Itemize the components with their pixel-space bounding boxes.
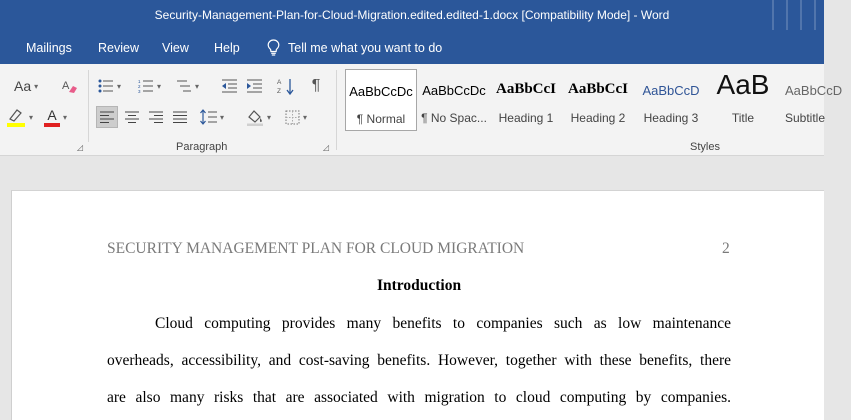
line-spacing-button[interactable] (200, 106, 224, 128)
document-area (0, 157, 824, 415)
ribbon-tabs (0, 32, 824, 64)
tell-me-text: Tell me what you want to do (288, 40, 443, 55)
style-normal[interactable]: AaBbCcDc ¶ Normal (345, 69, 417, 131)
tab-help[interactable]: Help (214, 41, 240, 55)
shading-button[interactable] (246, 106, 271, 128)
numbering-icon (138, 79, 154, 93)
show-formatting-marks-button[interactable]: ¶ (311, 77, 321, 94)
styles-group-label: Styles (690, 141, 720, 153)
text-highlight-button[interactable] (6, 106, 33, 128)
font-dialog-launcher-icon[interactable]: ◿ (77, 143, 84, 152)
chevron-down-icon: ▾ (34, 81, 39, 91)
increase-indent-button[interactable] (244, 76, 264, 96)
multilevel-list-button[interactable] (176, 76, 199, 96)
numbering-button[interactable] (138, 76, 161, 96)
group-separator (336, 70, 337, 150)
chevron-down-icon: ▾ (63, 112, 68, 122)
decrease-indent-icon (221, 79, 238, 93)
align-right-button[interactable] (145, 106, 167, 128)
chevron-down-icon: ▾ (267, 112, 272, 122)
justify-icon (173, 111, 187, 124)
tab-review[interactable]: Review (98, 41, 139, 55)
justify-button[interactable] (169, 106, 191, 128)
increase-indent-icon (246, 79, 263, 93)
sort-icon (277, 77, 295, 95)
borders-button[interactable] (285, 106, 307, 128)
align-left-icon (100, 111, 114, 124)
paragraph-dialog-launcher-icon[interactable]: ◿ (323, 143, 330, 152)
svg-text:2: 2 (138, 84, 141, 89)
window-title: Security-Management-Plan-for-Cloud-Migration.edited.edited-1.docx [Compatibility Mode] - Word (154, 8, 670, 22)
bullets-icon (98, 79, 114, 93)
group-separator (88, 70, 89, 142)
styles-gallery (345, 69, 843, 131)
style-heading-1[interactable]: AaBbCcI Heading 1 (495, 81, 556, 125)
body-text-line: overheads, accessibility, and cost-saving benefits. However, together with these benefits, there (107, 352, 731, 369)
chevron-down-icon: ▾ (29, 112, 34, 122)
tab-mailings[interactable]: Mailings (26, 41, 72, 55)
lightbulb-icon (267, 39, 280, 56)
ribbon (0, 64, 843, 156)
align-center-button[interactable] (121, 106, 143, 128)
borders-icon (285, 110, 300, 125)
highlighter-icon (6, 107, 26, 127)
eraser-icon (61, 77, 79, 95)
section-heading: Introduction (376, 277, 462, 294)
sort-button[interactable] (276, 76, 296, 96)
style-no-spacing[interactable]: AaBbCcDc ¶ No Spac... (421, 83, 487, 125)
shading-bucket-icon (246, 108, 264, 126)
change-case-button[interactable] (14, 76, 38, 96)
chevron-down-icon: ▾ (157, 81, 162, 91)
tell-me-search[interactable] (267, 39, 442, 56)
title-bar-decoration (764, 0, 824, 32)
chevron-down-icon: ▾ (220, 112, 225, 122)
running-header: SECURITY MANAGEMENT PLAN FOR CLOUD MIGRATION (107, 240, 525, 257)
change-case-label: Aa (14, 78, 32, 94)
body-text-line: are also many risks that are associated with migration to cloud computing by companies. (107, 389, 731, 406)
align-center-icon (125, 111, 139, 124)
svg-text:3: 3 (138, 89, 141, 94)
decrease-indent-button[interactable] (219, 76, 239, 96)
style-heading-2[interactable]: AaBbCcI Heading 2 (567, 81, 628, 125)
document-page[interactable] (11, 190, 824, 420)
align-right-icon (149, 111, 163, 124)
svg-text:1: 1 (138, 79, 141, 84)
font-color-icon: A (44, 108, 60, 127)
multilevel-list-icon (176, 79, 192, 93)
style-heading-3[interactable]: AaBbCcD Heading 3 (642, 83, 700, 125)
title-bar (0, 0, 824, 32)
bullets-button[interactable] (98, 76, 121, 96)
chevron-down-icon: ▾ (117, 81, 122, 91)
tab-view[interactable]: View (162, 41, 189, 55)
chevron-down-icon: ▾ (303, 112, 308, 122)
paragraph-group-label: Paragraph (176, 141, 228, 153)
line-spacing-icon (200, 109, 217, 125)
clear-formatting-button[interactable] (60, 76, 80, 96)
align-left-button[interactable] (96, 106, 118, 128)
style-subtitle[interactable]: AaBbCcD Subtitle (785, 83, 843, 125)
svg-text:Z: Z (277, 88, 281, 95)
body-text-line: Cloud computing provides many benefits to companies such as low maintenance (155, 315, 731, 332)
chevron-down-icon: ▾ (195, 81, 200, 91)
font-color-button[interactable] (44, 106, 67, 128)
style-title[interactable]: AaB Title (716, 69, 770, 125)
page-number: 2 (722, 240, 730, 257)
svg-text:A: A (277, 79, 282, 86)
svg-text:A: A (62, 80, 70, 92)
